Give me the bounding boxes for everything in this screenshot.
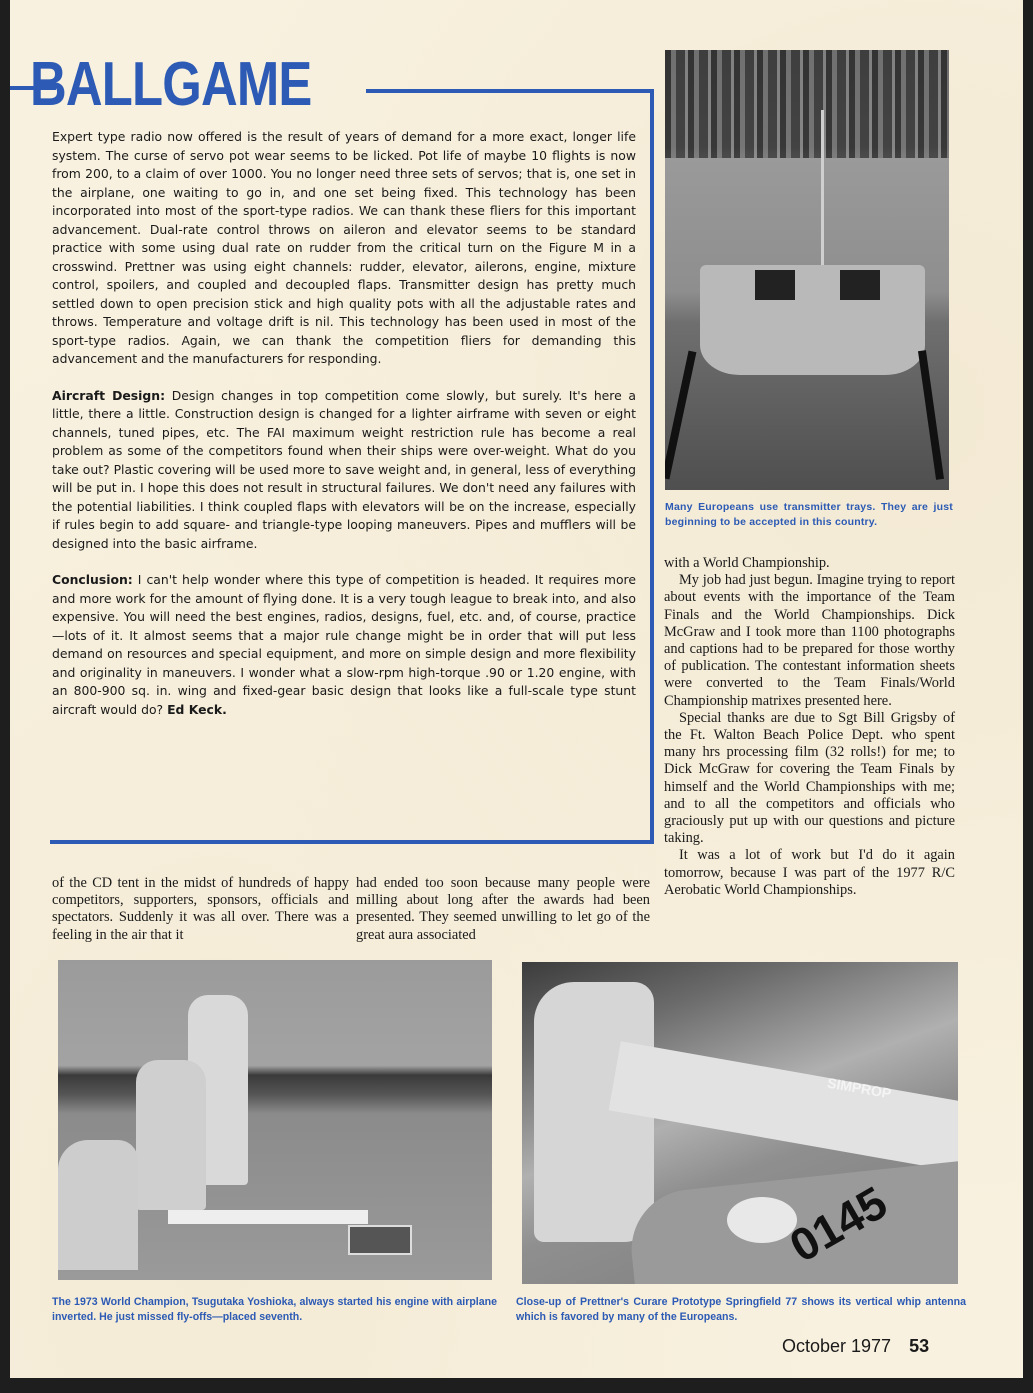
curare-photo-caption: Close-up of Prettner's Curare Prototype Springfield 77 shows its vertical whip antenna which is favored by many of the Europeans. xyxy=(516,1296,966,1323)
headline: BALLGAME xyxy=(30,50,312,119)
yoshioka-photo xyxy=(58,960,492,1280)
transmitter-photo-caption: Many Europeans use transmitter trays. They are just beginning to be accepted in this country. xyxy=(665,501,953,528)
simprop-decal: SIMPROP xyxy=(826,1074,893,1102)
yoshioka-photo-caption: The 1973 World Champion, Tsugutaka Yoshioka, always started his engine with airplane inverted. He just missed fly-offs—placed seventh. xyxy=(52,1296,497,1323)
author-byline: Ed Keck. xyxy=(167,701,227,717)
page-footer xyxy=(782,1336,929,1357)
issue-date: October 1977 xyxy=(782,1336,892,1356)
magazine-page xyxy=(10,0,1023,1378)
sidebar-box-bottom-rule xyxy=(50,840,654,844)
design-text: Design changes in top competition come slowly, but surely. It's here a little, there a little. Construction design is changed for a lighter airframe with seven or eight channels, tuned pipes, etc. The FAI maximum weight restriction rule has become a real problem as some of the competitors found when their ships were over-weight. What do you take out? Plastic covering will be used more to save weight and, in general, less of everything will be put in. I hope this does not result in structural failures. We don't need any failures with the potential liabilities. I think coupled flaps with elevators will be on the increase, especially if rules begin to add square- and triangle-type looping maneuvers. Pipes and mufflers will be designed into the basic airframe. xyxy=(52,387,636,551)
page-number: 53 xyxy=(909,1336,930,1356)
inverted-airplane xyxy=(168,1210,368,1224)
body-paragraph: with a World Championship. xyxy=(664,555,830,571)
sidebar-conclusion-paragraph xyxy=(52,571,636,719)
left-gimbal xyxy=(755,270,795,300)
sidebar-intro-paragraph: Expert type radio now offered is the result of years of demand for a more exact, longer life system. The curse of servo pot wear seems to be licked. Pot life of maybe 10 flights is now from 200, to a claim of over 1000. You no longer need three sets of servos; that is, one set in the airplane, one waiting to go in, and one set being fixed. This technology has been incorporated into most of the sport-type radios. We can thank these fliers for this important advancement. Dual-rate control throws on aileron and elevator seems to be standard practice with some using dual rate on rudder from the critical turn on the Figure M in a crosswind. Prettner was using eight channels: rudder, elevator, ailerons, engine, mixture control, spoilers, and coupled and decoupled flaps. Transmitter design has pretty much settled down to open precision stick and high quality pots with all the adjustable rates and throws. Temperature and voltage drift is nil. This technology has been used in most of the sport-type radios. Again, we can thank the competition fliers for demanding this advancement and the manufacturers for responding. xyxy=(52,129,636,366)
kneeling-man xyxy=(58,1140,138,1270)
body-paragraph: My job had just begun. Imagine trying to report about events with the importance of the Team Finals and the World Championships. Dick McGraw and I took more than 1100 photographs and captions had to be prepared for those worthy of publication. The contestant information sheets were converted to the Team Finals/World Championship matrixes presented here. xyxy=(664,572,955,709)
transmitter-tray xyxy=(700,265,925,375)
sidebar-box-top-rule xyxy=(366,89,654,93)
neck-strap-left xyxy=(665,351,696,480)
right-gimbal xyxy=(840,270,880,300)
conclusion-text: I can't help wonder where this type of competition is headed. It requires more and more work for the amount of flying done. It is a very tough league to break into, and also expensive. You will need the best engines, radios, designs, fuel, etc. and, of course, practice—lots of it. It almost seems that a major rule change might be in order that will put less demand on resources and special equipment, and more on simple design and more flexibility and originality in maneuvers. I wonder what a slow-rpm high-torque .90 or 1.20 engine, with an 800-900 sq. in. wing and fixed-gear basic design that looks like a full-scale type stunt aircraft would do? xyxy=(52,572,636,717)
sidebar-design-paragraph xyxy=(52,387,636,554)
body-column-left: of the CD tent in the midst of hundreds of happy competitors, supporters, sponsors, officials and spectators. Suddenly it was all over. There was a feeling in the air that it xyxy=(52,875,349,943)
body-column-right xyxy=(664,555,955,899)
design-label: Aircraft Design: xyxy=(52,387,166,403)
neck-strap-right xyxy=(918,350,944,480)
curare-closeup-photo xyxy=(522,962,958,1284)
sidebar-box-right-rule xyxy=(650,89,654,844)
photo-background-trees xyxy=(665,50,949,158)
body-paragraph: Special thanks are due to Sgt Bill Grigsby of the Ft. Walton Beach Police Dept. who spent many hrs processing film (32 rolls!) for me; to Dick McGraw for covering the Team Finals by himself and the World Championships with me; and to all the competitors and officials who graciously put up with our questions and picture taking. xyxy=(664,709,955,847)
bending-man xyxy=(136,1060,206,1210)
body-column-middle: had ended too soon because many people were milling about long after the awards had been presented. They seemed unwilling to let go of the great aura associated xyxy=(356,875,650,943)
body-paragraph: It was a lot of work but I'd do it again tomorrow, because I was part of the 1977 R/C Aerobatic World Championships. xyxy=(664,847,955,898)
sidebar-text xyxy=(52,128,636,737)
field-box xyxy=(348,1225,412,1255)
conclusion-label: Conclusion: xyxy=(52,572,133,587)
transmitter-tray-photo xyxy=(665,50,949,490)
registration-number: 0145 xyxy=(780,1175,896,1273)
fuselage xyxy=(609,1041,958,1172)
